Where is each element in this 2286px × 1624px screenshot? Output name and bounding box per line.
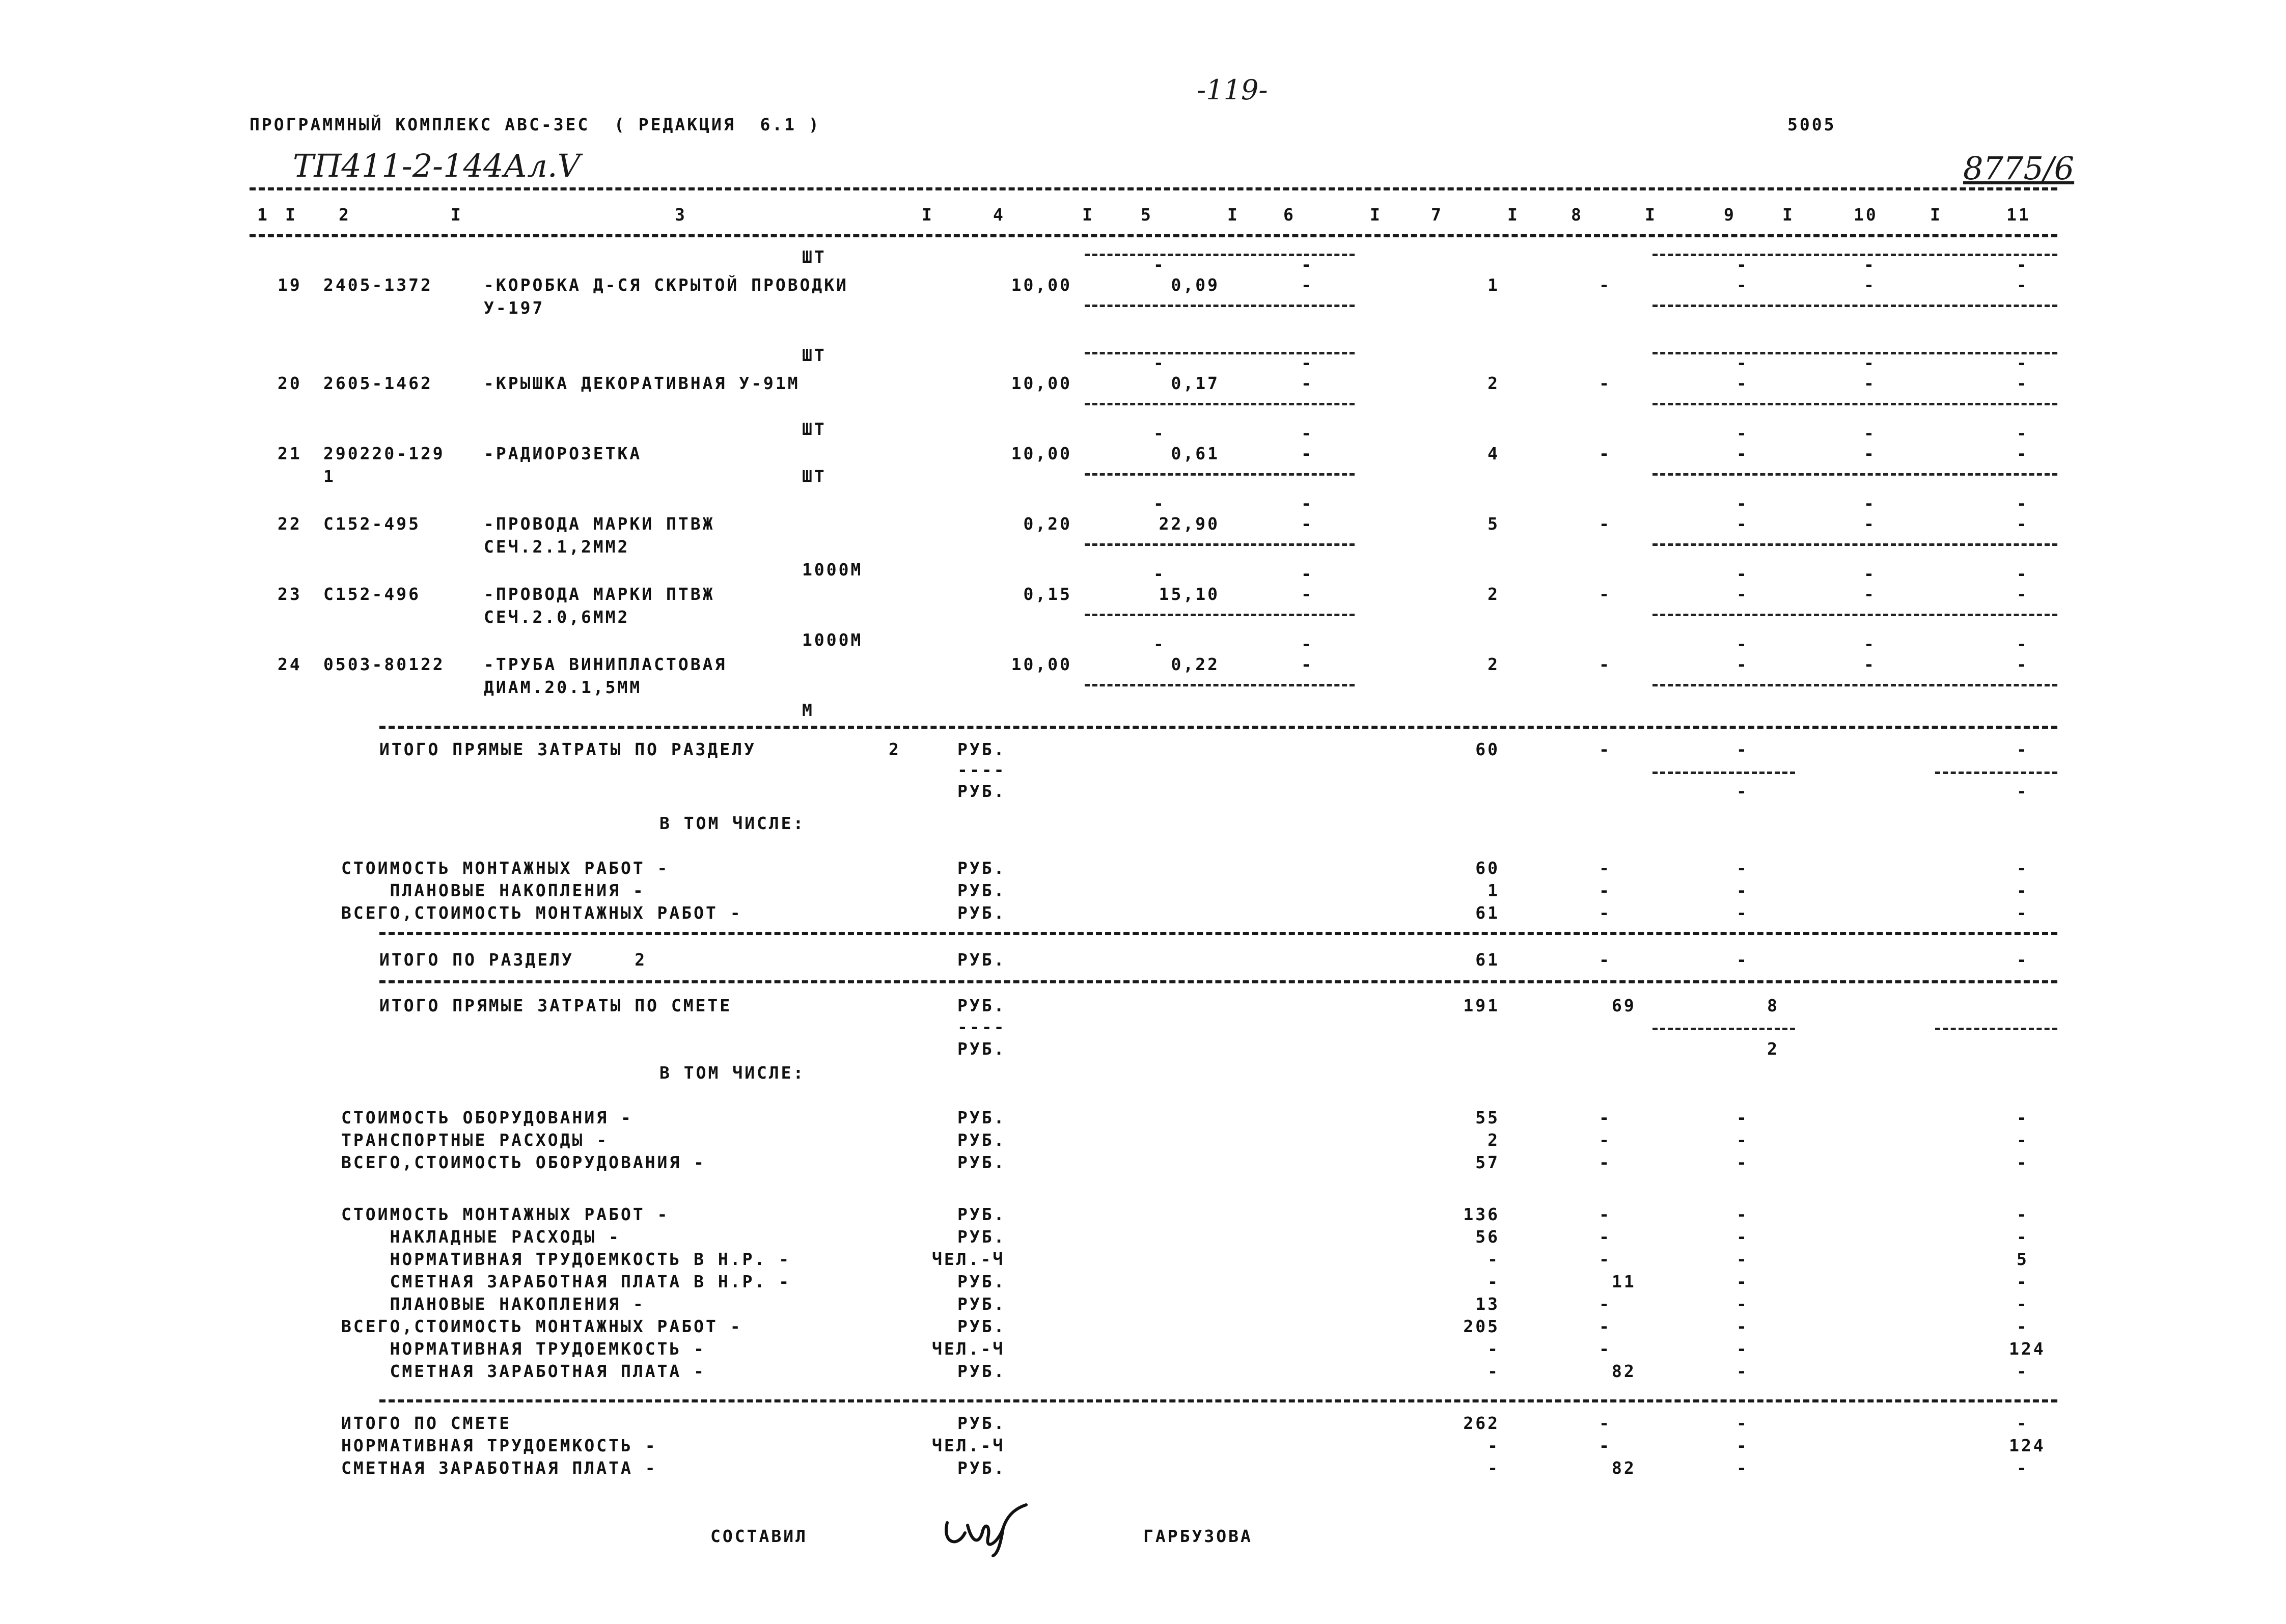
item-total: 1 [1488, 275, 1500, 295]
equipment-c9: - [1737, 1152, 1749, 1172]
cell-dash: - [1301, 444, 1313, 463]
estimate-total-c8: 82 [1612, 1458, 1636, 1478]
cell-dash: - [1599, 903, 1611, 923]
installation-c9: - [1737, 1249, 1749, 1269]
cell-dash: - [2017, 275, 2029, 295]
estimate-total-c7: - [1488, 1436, 1500, 1455]
installation-c9: - [1737, 1204, 1749, 1224]
cell-dash: - [1864, 493, 1876, 513]
cell-dash: - [1599, 739, 1611, 759]
installation-c8: - [1599, 1204, 1611, 1224]
installation-label: СТОИМОСТЬ МОНТАЖНЫХ РАБОТ - [341, 1204, 670, 1224]
installation-c9: - [1737, 1339, 1749, 1359]
column-number-5: 5 [1141, 205, 1153, 225]
cell-dash: - [1864, 353, 1876, 373]
cell-dash: - [2017, 903, 2029, 923]
installation-c8: 82 [1612, 1361, 1636, 1381]
unit-label: РУБ. [957, 1227, 1006, 1247]
cell-dash: - [1737, 514, 1749, 534]
cell-dash: - [1599, 584, 1611, 604]
cell-rule [1085, 352, 1355, 354]
installation-c8: - [1599, 1339, 1611, 1359]
unit-rub: РУБ. [957, 996, 1006, 1015]
item-total: 2 [1488, 654, 1500, 674]
installation-c9: - [1737, 1294, 1749, 1314]
unit-rub: РУБ. [957, 739, 1006, 759]
installation-label: ВСЕГО,СТОИМОСТЬ МОНТАЖНЫХ РАБОТ - [341, 1316, 742, 1336]
cell-rule [1652, 543, 2057, 546]
cell-dash: - [1737, 493, 1749, 513]
cell-dash: - [1737, 584, 1749, 604]
cell-dash: - [1737, 880, 1749, 900]
cell-dash: - [1301, 514, 1313, 534]
cell-dash: - [2017, 514, 2029, 534]
unit-separator: ---- [957, 1017, 1006, 1037]
section-rule [379, 980, 2057, 983]
installation-label: НОРМАТИВНАЯ ТРУДОЕМКОСТЬ В Н.Р. - [341, 1249, 791, 1269]
estimate-direct-c9: 8 [1767, 996, 1779, 1015]
cell-dash: - [1864, 373, 1876, 393]
cell-rule [1085, 403, 1355, 405]
summary-value: 60 [1475, 858, 1500, 878]
equipment-label: ВСЕГО,СТОИМОСТЬ ОБОРУДОВАНИЯ - [341, 1152, 706, 1172]
column-separator: I [1082, 205, 1094, 225]
cell-dash: - [1599, 654, 1611, 674]
cell-dash: - [1599, 950, 1611, 970]
item-quantity: 10,00 [1011, 654, 1072, 674]
row-number: 19 [278, 275, 302, 295]
cell-dash: - [1737, 950, 1749, 970]
row-number: 21 [278, 444, 302, 463]
item-code: С152-495 [323, 514, 421, 534]
cell-rule [1935, 1028, 2057, 1030]
cell-dash: - [1737, 444, 1749, 463]
cell-dash: - [1864, 654, 1876, 674]
cell-dash: - [1864, 255, 1876, 274]
estimate-total-c7: - [1488, 1458, 1500, 1478]
installation-c11: - [2017, 1204, 2029, 1224]
project-number: ТП411-2-144Ал.V [293, 147, 581, 184]
unit-label: 1000М [802, 560, 863, 580]
unit-label: 1000М [802, 630, 863, 650]
cell-dash: - [2017, 353, 2029, 373]
item-unit-price: 0,22 [1171, 654, 1220, 674]
installation-label: ПЛАНОВЫЕ НАКОПЛЕНИЯ - [341, 1294, 645, 1314]
installation-c11: - [2017, 1361, 2029, 1381]
column-separator: I [451, 205, 463, 225]
item-code: 2605-1462 [323, 373, 433, 393]
section-rule [379, 726, 2057, 729]
cell-dash: - [1599, 275, 1611, 295]
cell-rule [1085, 543, 1355, 546]
page-number: -119- [1197, 74, 1268, 106]
summary-value: 61 [1475, 903, 1500, 923]
column-number-8: 8 [1571, 205, 1583, 225]
compiled-label: СОСТАВИЛ [710, 1526, 808, 1546]
item-quantity: 0,20 [1023, 514, 1072, 534]
cell-dash: - [2017, 950, 2029, 970]
item-quantity: 10,00 [1011, 444, 1072, 463]
item-quantity: 10,00 [1011, 275, 1072, 295]
installation-c8: - [1599, 1294, 1611, 1314]
item-total: 4 [1488, 444, 1500, 463]
column-number-11: 11 [2006, 205, 2031, 225]
column-number-2: 2 [339, 205, 351, 225]
unit-label: РУБ. [957, 1458, 1006, 1478]
cell-rule [1085, 473, 1355, 476]
estimate-total-c7: 262 [1463, 1413, 1500, 1433]
installation-c8: - [1599, 1316, 1611, 1336]
item-quantity: 0,15 [1023, 584, 1072, 604]
total-value: 60 [1475, 739, 1500, 759]
unit-rub: РУБ. [957, 781, 1006, 801]
estimate-total-c11: - [2017, 1413, 2029, 1433]
summary-label: СТОИМОСТЬ МОНТАЖНЫХ РАБОТ - [341, 858, 670, 878]
unit-label: РУБ. [957, 1108, 1006, 1127]
item-unit-price: 15,10 [1159, 584, 1220, 604]
column-number-6: 6 [1283, 205, 1296, 225]
cell-dash: - [2017, 634, 2029, 654]
unit-label: ШТ [802, 419, 827, 439]
item-unit-price: 0,09 [1171, 275, 1220, 295]
cell-dash: - [2017, 739, 2029, 759]
cell-dash: - [1153, 423, 1166, 443]
installation-c8: - [1599, 1227, 1611, 1247]
document-code: 5005 [1787, 115, 1836, 134]
installation-c11: 5 [2017, 1249, 2029, 1269]
item-name-continued: СЕЧ.2.1,2ММ2 [484, 537, 630, 557]
cell-dash: - [1599, 444, 1611, 463]
cell-rule [1652, 403, 2057, 405]
column-separator: I [1370, 205, 1382, 225]
unit-rub: РУБ. [957, 950, 1006, 970]
cell-dash: - [1737, 858, 1749, 878]
unit-label: РУБ. [957, 1316, 1006, 1336]
column-number-9: 9 [1724, 205, 1736, 225]
cell-rule [1085, 684, 1355, 686]
cell-rule [1652, 772, 1795, 774]
cell-dash: - [1737, 739, 1749, 759]
cell-rule [1652, 305, 2057, 307]
cell-dash: - [1737, 564, 1749, 584]
estimate-total-c9: - [1737, 1413, 1749, 1433]
item-name: -КРЫШКА ДЕКОРАТИВНАЯ У-91М [484, 373, 800, 393]
equipment-c11: - [2017, 1130, 2029, 1150]
cell-dash: - [2017, 858, 2029, 878]
cell-dash: - [1737, 423, 1749, 443]
equipment-c9: - [1737, 1130, 1749, 1150]
item-name-continued: У-197 [484, 298, 545, 318]
unit-label: ШТ [802, 466, 827, 486]
cell-rule [1652, 352, 2057, 354]
cell-dash: - [1301, 654, 1313, 674]
column-number-10: 10 [1854, 205, 1878, 225]
section-total-value: 61 [1475, 950, 1500, 970]
cell-dash: - [1864, 564, 1876, 584]
equipment-c9: - [1737, 1108, 1749, 1127]
cell-dash: - [1737, 654, 1749, 674]
including-heading: В ТОМ ЧИСЛЕ: [659, 813, 806, 833]
cell-rule [1085, 254, 1355, 256]
equipment-c8: - [1599, 1108, 1611, 1127]
installation-c7: 13 [1475, 1294, 1500, 1314]
cell-dash: - [2017, 373, 2029, 393]
estimate-direct-total-value: 191 [1463, 996, 1500, 1015]
installation-c11: 124 [2009, 1339, 2046, 1359]
unit-label: ЧЕЛ.-Ч [932, 1249, 1005, 1269]
section-rule [379, 932, 2057, 935]
cell-rule [1085, 305, 1355, 307]
cell-dash: - [1599, 880, 1611, 900]
cell-dash: - [1301, 634, 1313, 654]
unit-label: ШТ [802, 247, 827, 267]
unit-label: ЧЕЛ.-Ч [932, 1436, 1005, 1455]
unit-rub: РУБ. [957, 880, 1006, 900]
equipment-c7: 2 [1488, 1130, 1500, 1150]
estimate-total-label: ИТОГО ПО СМЕТЕ [341, 1413, 512, 1433]
section-rule [379, 1399, 2057, 1402]
item-name-continued: СЕЧ.2.0,6ММ2 [484, 607, 630, 627]
column-separator: I [285, 205, 297, 225]
cell-dash: - [1737, 275, 1749, 295]
installation-c7: 136 [1463, 1204, 1500, 1224]
installation-label: НАКЛАДНЫЕ РАСХОДЫ - [341, 1227, 621, 1247]
cell-dash: - [1864, 275, 1876, 295]
cell-dash: - [1301, 275, 1313, 295]
unit-label: РУБ. [957, 1130, 1006, 1150]
item-name: -ПРОВОДА МАРКИ ПТВЖ [484, 514, 715, 534]
cell-rule [1935, 772, 2057, 774]
header-rule-top [250, 187, 2057, 190]
cell-dash: - [1864, 634, 1876, 654]
item-code: 290220-129 [323, 444, 445, 463]
equipment-c8: - [1599, 1152, 1611, 1172]
installation-label: НОРМАТИВНАЯ ТРУДОЕМКОСТЬ - [341, 1339, 706, 1359]
cell-dash: - [1737, 373, 1749, 393]
installation-c7: - [1488, 1249, 1500, 1269]
column-separator: I [1645, 205, 1657, 225]
item-name: -РАДИОРОЗЕТКА [484, 444, 642, 463]
cell-dash: - [1864, 514, 1876, 534]
row-number: 23 [278, 584, 302, 604]
unit-label: РУБ. [957, 1272, 1006, 1291]
estimate-total-c11: 124 [2009, 1436, 2046, 1455]
installation-c7: 205 [1463, 1316, 1500, 1336]
estimate-total-c8: - [1599, 1413, 1611, 1433]
equipment-c7: 55 [1475, 1108, 1500, 1127]
estimate-total-label: СМЕТНАЯ ЗАРАБОТНАЯ ПЛАТА - [341, 1458, 657, 1478]
installation-c11: - [2017, 1272, 2029, 1291]
item-name: -ПРОВОДА МАРКИ ПТВЖ [484, 584, 715, 604]
unit-label: РУБ. [957, 1294, 1006, 1314]
item-total: 5 [1488, 514, 1500, 534]
cell-dash: - [1864, 584, 1876, 604]
column-separator: I [1782, 205, 1795, 225]
item-code-continued: 1 [323, 466, 336, 486]
cell-dash: - [1737, 255, 1749, 274]
cell-rule [1652, 684, 2057, 686]
summary-label: ВСЕГО,СТОИМОСТЬ МОНТАЖНЫХ РАБОТ - [341, 903, 742, 923]
installation-c11: - [2017, 1316, 2029, 1336]
cell-dash: - [1153, 634, 1166, 654]
equipment-c8: - [1599, 1130, 1611, 1150]
row-number: 22 [278, 514, 302, 534]
cell-rule [1085, 614, 1355, 616]
installation-c9: - [1737, 1361, 1749, 1381]
cell-dash: - [1737, 781, 1749, 801]
estimate-total-label: НОРМАТИВНАЯ ТРУДОЕМКОСТЬ - [341, 1436, 657, 1455]
cell-dash: - [2017, 423, 2029, 443]
cell-dash: - [1737, 353, 1749, 373]
column-number-1: 1 [257, 205, 269, 225]
estimate-total-c9: - [1737, 1436, 1749, 1455]
cell-dash: - [2017, 880, 2029, 900]
cell-rule [1652, 473, 2057, 476]
cell-dash: - [2017, 255, 2029, 274]
unit-label: РУБ. [957, 1204, 1006, 1224]
item-code: 0503-80122 [323, 654, 445, 674]
cell-dash: - [1153, 493, 1166, 513]
installation-label: СМЕТНАЯ ЗАРАБОТНАЯ ПЛАТА В Н.Р. - [341, 1272, 791, 1291]
equipment-c7: 57 [1475, 1152, 1500, 1172]
including-heading: В ТОМ ЧИСЛЕ: [659, 1063, 806, 1083]
item-total: 2 [1488, 584, 1500, 604]
cell-dash: - [1301, 255, 1313, 274]
item-quantity: 10,00 [1011, 373, 1072, 393]
item-unit-price: 0,61 [1171, 444, 1220, 463]
unit-rub: РУБ. [957, 903, 1006, 923]
section-number: 2 [889, 739, 901, 759]
row-number: 20 [278, 373, 302, 393]
unit-label: РУБ. [957, 1152, 1006, 1172]
cell-rule [1652, 614, 2057, 616]
cell-dash: - [1301, 353, 1313, 373]
unit-label: ШТ [802, 345, 827, 365]
cell-dash: - [1301, 493, 1313, 513]
installation-c7: - [1488, 1339, 1500, 1359]
cell-dash: - [2017, 654, 2029, 674]
item-code: С152-496 [323, 584, 421, 604]
unit-label: ЧЕЛ.-Ч [932, 1339, 1005, 1359]
program-title: ПРОГРАММНЫЙ КОМПЛЕКС АВС-ЗЕС ( РЕДАКЦИЯ 6.1 ) [250, 115, 821, 134]
column-separator: I [1227, 205, 1240, 225]
installation-c9: - [1737, 1227, 1749, 1247]
installation-label: СМЕТНАЯ ЗАРАБОТНАЯ ПЛАТА - [341, 1361, 706, 1381]
installation-c8: - [1599, 1249, 1611, 1269]
estimate-direct-c8: 69 [1612, 996, 1636, 1015]
column-number-7: 7 [1431, 205, 1443, 225]
cell-dash: - [1301, 423, 1313, 443]
estimate-total-c8: - [1599, 1436, 1611, 1455]
cell-dash: - [1153, 564, 1166, 584]
cell-dash: - [2017, 781, 2029, 801]
cell-dash: - [1301, 564, 1313, 584]
column-separator: I [922, 205, 934, 225]
item-name-continued: ДИАМ.20.1,5ММ [484, 677, 642, 697]
equipment-label: СТОИМОСТЬ ОБОРУДОВАНИЯ - [341, 1108, 633, 1127]
column-separator: I [1507, 205, 1520, 225]
cell-rule [1652, 254, 2057, 256]
item-unit-price: 0,17 [1171, 373, 1220, 393]
unit-rub: РУБ. [957, 858, 1006, 878]
cell-dash: - [1599, 514, 1611, 534]
installation-c7: 56 [1475, 1227, 1500, 1247]
item-unit-price: 22,90 [1159, 514, 1220, 534]
installation-c7: - [1488, 1361, 1500, 1381]
installation-c11: - [2017, 1227, 2029, 1247]
compiler-name: ГАРБУЗОВА [1143, 1526, 1253, 1546]
signature [937, 1502, 1034, 1558]
section-direct-total-label: ИТОГО ПРЯМЫЕ ЗАТРАТЫ ПО РАЗДЕЛУ [379, 739, 756, 759]
column-number-3: 3 [675, 205, 687, 225]
sheet-number: 8775/6 [1963, 150, 2075, 187]
section-total-label: ИТОГО ПО РАЗДЕЛУ 2 [379, 950, 647, 970]
cell-dash: - [1737, 903, 1749, 923]
unit-label: РУБ. [957, 1361, 1006, 1381]
estimate-total-c11: - [2017, 1458, 2029, 1478]
item-name: -ТРУБА ВИНИПЛАСТОВАЯ [484, 654, 727, 674]
cell-dash: - [1153, 353, 1166, 373]
cell-dash: - [2017, 444, 2029, 463]
cell-dash: - [2017, 493, 2029, 513]
equipment-label: ТРАНСПОРТНЫЕ РАСХОДЫ - [341, 1130, 609, 1150]
cell-dash: - [2017, 584, 2029, 604]
summary-label: ПЛАНОВЫЕ НАКОПЛЕНИЯ - [341, 880, 645, 900]
item-total: 2 [1488, 373, 1500, 393]
cell-dash: - [1864, 423, 1876, 443]
unit-label: РУБ. [957, 1413, 1006, 1433]
equipment-c11: - [2017, 1152, 2029, 1172]
installation-c9: - [1737, 1316, 1749, 1336]
installation-c11: - [2017, 1294, 2029, 1314]
cell-dash: - [1301, 373, 1313, 393]
cell-dash: - [1737, 634, 1749, 654]
cell-dash: - [1599, 373, 1611, 393]
estimate-direct-total-label: ИТОГО ПРЯМЫЕ ЗАТРАТЫ ПО СМЕТЕ [379, 996, 732, 1015]
column-number-4: 4 [993, 205, 1005, 225]
row-number: 24 [278, 654, 302, 674]
estimate-direct-c9b: 2 [1767, 1039, 1779, 1059]
cell-dash: - [1599, 858, 1611, 878]
column-separator: I [1930, 205, 1942, 225]
cell-dash: - [1864, 444, 1876, 463]
unit-rub: РУБ. [957, 1039, 1006, 1059]
cell-dash: - [1153, 255, 1166, 274]
unit-label: М [802, 700, 814, 720]
estimate-total-c9: - [1737, 1458, 1749, 1478]
equipment-c11: - [2017, 1108, 2029, 1127]
unit-separator: ---- [957, 760, 1006, 780]
summary-value: 1 [1488, 880, 1500, 900]
installation-c9: - [1737, 1272, 1749, 1291]
installation-c7: - [1488, 1272, 1500, 1291]
cell-rule [1652, 1028, 1795, 1030]
cell-dash: - [2017, 564, 2029, 584]
cell-dash: - [1301, 584, 1313, 604]
header-rule-bottom [250, 234, 2057, 237]
item-name: -КОРОБКА Д-СЯ СКРЫТОЙ ПРОВОДКИ [484, 275, 849, 295]
installation-c8: 11 [1612, 1272, 1636, 1291]
item-code: 2405-1372 [323, 275, 433, 295]
